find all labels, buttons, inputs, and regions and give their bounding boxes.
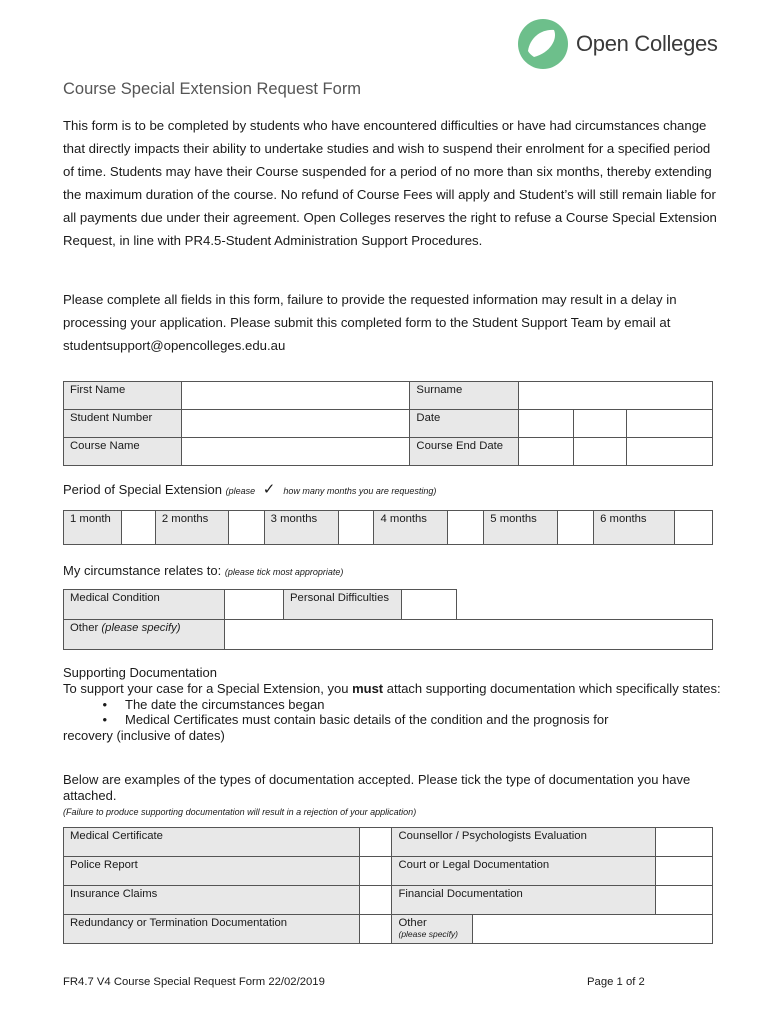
doc-insurance-claims-checkbox[interactable] — [359, 886, 392, 915]
doc-police-report-checkbox[interactable] — [359, 857, 392, 886]
page-title: Course Special Extension Request Form — [63, 80, 362, 98]
period-note-after: how many months you are requesting) — [283, 486, 437, 496]
date-label: Date — [410, 410, 519, 438]
circumstance-table — [63, 589, 457, 620]
date-day-field[interactable] — [519, 410, 574, 438]
month-option-6: 6 months — [594, 511, 675, 545]
documentation-intro — [63, 772, 723, 820]
supporting-heading: Supporting Documentation — [63, 665, 217, 680]
course-end-day-field[interactable] — [519, 438, 574, 466]
period-heading-text: Period of Special Extension — [63, 482, 222, 497]
circumstance-heading-text: My circumstance relates to: — [63, 563, 222, 578]
surname-label: Surname — [410, 382, 519, 410]
supporting-line-bold: must — [352, 680, 384, 696]
surname-field[interactable] — [519, 382, 713, 410]
doc-financial-label: Financial Documentation — [392, 886, 656, 915]
documentation-warning: (Failure to produce supporting documentation will result in a rejection of your application) — [63, 806, 417, 817]
doc-other-text: Other — [398, 917, 427, 929]
footer-page-number: Page 1 of 2 — [587, 976, 645, 988]
brand-name: Open Colleges — [576, 31, 718, 56]
instructions-paragraph: Please complete all fields in this form, failure to provide the requested information may result in a delay in processing your application. Please submit this completed form to the Student Support Team by email at studentsupport@opencolleges.edu.au — [63, 292, 677, 354]
doc-financial-checkbox[interactable] — [656, 886, 713, 915]
doc-other-field[interactable] — [473, 915, 713, 944]
period-note-before: (please — [225, 486, 256, 496]
bullet-text-2b: recovery (inclusive of dates) — [63, 728, 225, 744]
period-heading — [63, 480, 436, 498]
supporting-line-before: To support your case for a Special Extension, you — [63, 680, 349, 696]
course-name-label: Course Name — [64, 438, 182, 466]
month-option-1: 1 month — [64, 511, 122, 545]
student-number-field[interactable] — [181, 410, 410, 438]
month-option-2: 2 months — [155, 511, 228, 545]
tick-mark-icon: ✓ — [262, 481, 276, 498]
month-checkbox-2[interactable] — [228, 511, 264, 545]
date-month-field[interactable] — [574, 410, 627, 438]
doc-medical-certificate-label: Medical Certificate — [64, 828, 360, 857]
doc-counsellor-label: Counsellor / Psychologists Evaluation — [392, 828, 656, 857]
documentation-intro-text: Below are examples of the types of documentation accepted. Please tick the type of documentation you have attached. — [63, 772, 691, 803]
doc-medical-certificate-checkbox[interactable] — [359, 828, 392, 857]
course-end-month-field[interactable] — [574, 438, 627, 466]
open-colleges-logo — [516, 18, 726, 70]
month-checkbox-1[interactable] — [121, 511, 155, 545]
month-checkbox-3[interactable] — [338, 511, 374, 545]
bullet-icon: • — [102, 696, 107, 712]
footer-form-id: FR4.7 V4 Course Special Request Form 22/02/2019 — [63, 976, 325, 988]
student-number-label: Student Number — [64, 410, 182, 438]
intro-paragraph: This form is to be completed by students who have encountered difficulties or have had circumstances change that directly impacts their ability to undertake studies and wish to suspend their enrolment for a specified period of time. Students may have their Course suspended for a period of no more than six months, thereby extending the maximum duration of the course. No refund of Course Fees will apply and Student’s will still remain liable for all payments due under their agreement. Open Colleges reserves the right to refuse a Course Special Extension Request, in line with PR4.5-Student Administration Support Procedures. — [63, 118, 717, 249]
course-end-year-field[interactable] — [627, 438, 713, 466]
doc-court-legal-checkbox[interactable] — [656, 857, 713, 886]
doc-insurance-claims-label: Insurance Claims — [64, 886, 360, 915]
doc-redundancy-checkbox[interactable] — [359, 915, 392, 944]
supporting-intro — [63, 681, 723, 697]
circumstance-other-table — [63, 619, 713, 650]
doc-other-note: (please specify) — [398, 929, 459, 939]
doc-redundancy-label: Redundancy or Termination Documentation — [64, 915, 360, 944]
circumstance-other-note: (please specify) — [101, 622, 181, 634]
bullet-icon: • — [102, 712, 107, 728]
student-details-table — [63, 381, 713, 466]
personal-difficulties-label: Personal Difficulties — [284, 590, 402, 620]
month-option-3: 3 months — [264, 511, 338, 545]
month-checkbox-5[interactable] — [558, 511, 594, 545]
bullet-text-1: The date the circumstances began — [125, 696, 325, 712]
month-option-5: 5 months — [484, 511, 558, 545]
supporting-documentation — [63, 665, 723, 744]
doc-police-report-label: Police Report — [64, 857, 360, 886]
medical-condition-checkbox[interactable] — [225, 590, 284, 620]
month-option-4: 4 months — [374, 511, 448, 545]
documentation-table — [63, 827, 713, 944]
supporting-line-after: attach supporting documentation which specifically states: — [386, 680, 721, 696]
doc-court-legal-label: Court or Legal Documentation — [392, 857, 656, 886]
date-year-field[interactable] — [627, 410, 713, 438]
month-checkbox-6[interactable] — [674, 511, 712, 545]
circumstance-note: (please tick most appropriate) — [224, 567, 344, 577]
doc-counsellor-checkbox[interactable] — [656, 828, 713, 857]
circumstance-other-field[interactable] — [224, 620, 712, 650]
bullet-item — [63, 697, 723, 713]
circumstance-other-label — [64, 620, 225, 650]
bullet-text-2a: Medical Certificates must contain basic details of the condition and the prognosis for — [125, 712, 609, 728]
personal-difficulties-checkbox[interactable] — [402, 590, 457, 620]
circumstance-other-text: Other — [70, 622, 99, 634]
month-checkbox-4[interactable] — [448, 511, 484, 545]
course-end-date-label: Course End Date — [410, 438, 519, 466]
first-name-field[interactable] — [181, 382, 410, 410]
months-table — [63, 510, 713, 545]
first-name-label: First Name — [64, 382, 182, 410]
circumstance-heading — [63, 563, 343, 578]
bullet-item — [63, 712, 723, 728]
doc-other-label — [392, 915, 473, 944]
open-colleges-logo-icon — [516, 17, 570, 71]
medical-condition-label: Medical Condition — [64, 590, 225, 620]
course-name-field[interactable] — [181, 438, 410, 466]
